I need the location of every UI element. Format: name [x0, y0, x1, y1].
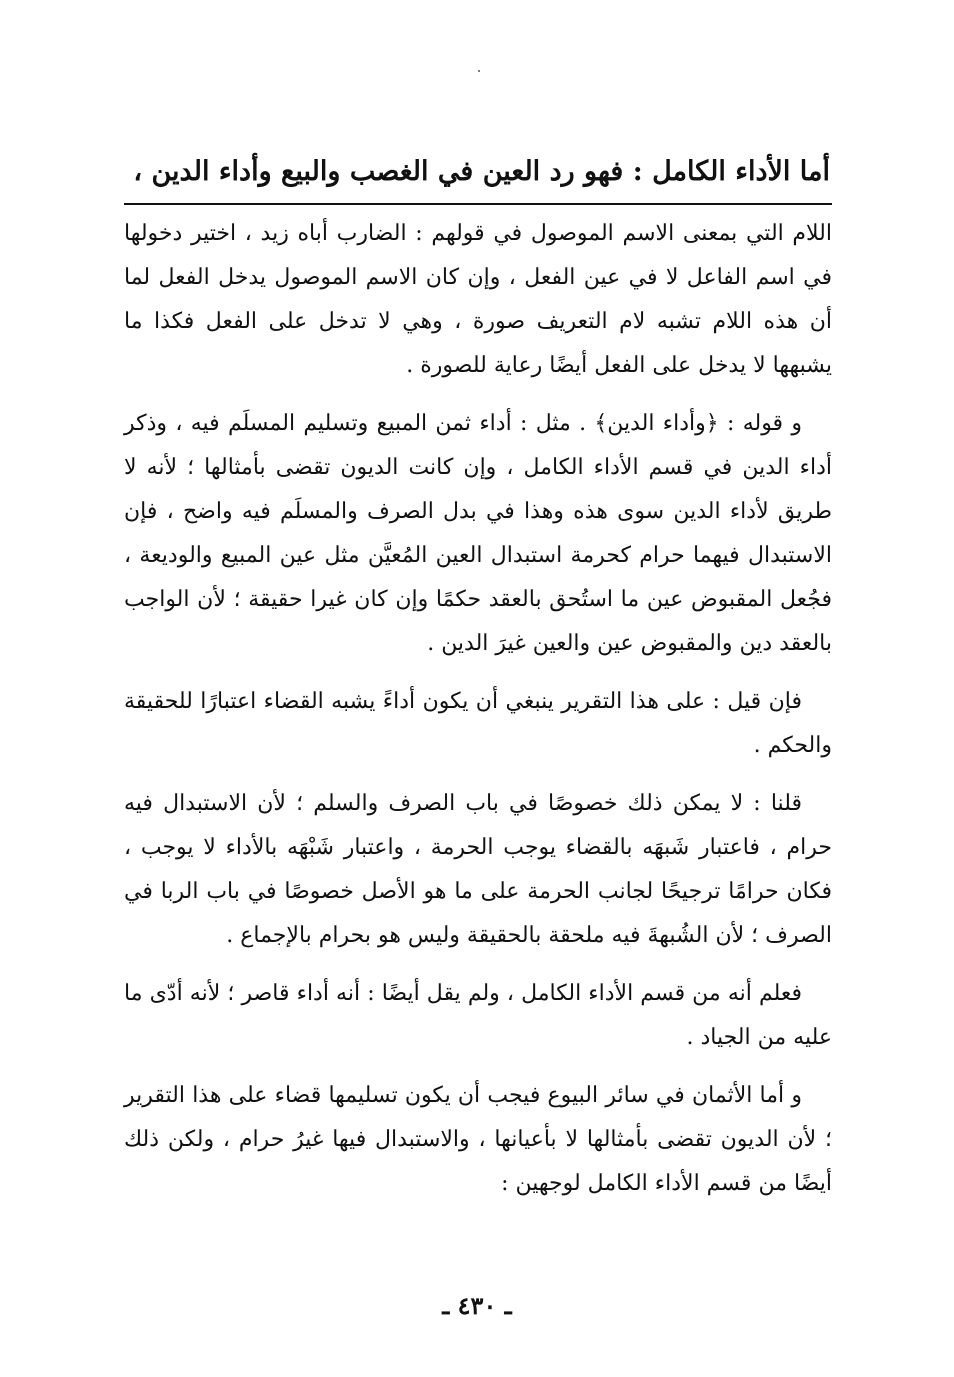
paragraph-3: فإن قيل : على هذا التقرير ينبغي أن يكون أداءً يشبه القضاء اعتبارًا للحقيقة والحكم .	[124, 689, 832, 758]
main-text	[124, 212, 832, 1220]
page-header-title: أما الأداء الكامل : فهو رد العين في الغصب والبيع وأداء الدين ،	[133, 156, 830, 187]
paragraph-4: قلنا : لا يمكن ذلك خصوصًا في باب الصرف والسلم ؛ لأن الاستبدال فيه حرام ، فاعتبار شَبهَه بالقضاء يوجب الحرمة ، واعتبار شَبْهَه بالأداء لا يوجب ، فكان حرامًا ترجيحًا لجانب الحرمة على ما هو الأصل خصوصًا في باب الربا في الصرف ؛ لأن الشُبهةَ فيه ملحقة بالحقيقة وليس هو بحرام بالإجماع .	[124, 791, 832, 948]
page-number: ـ ٤٣٠ ـ	[442, 1291, 512, 1320]
paragraph-1: اللام التي بمعنى الاسم الموصول في قولهم : الضارب أباه زيد ، اختير دخولها في اسم الفاعل لا في عين الفعل ، وإن كان الاسم الموصول يدخل الفعل لما أن هذه اللام تشبه لام التعريف صورة ، وهي لا تدخل على الفعل فكذا ما يشبهها لا يدخل على الفعل أيضًا رعاية للصورة .	[124, 221, 832, 378]
paragraph-2: و قوله : ﴿وأداء الدين﴾ . مثل : أداء ثمن المبيع وتسليم المسلَم فيه ، وذكر أداء الدين في قسم الأداء الكامل ، وإن كانت الديون تقضى بأمثالها ؛ لأنه لا طريق لأداء الدين سوى هذه وهذا في بدل الصرف والمسلَم فيه واضح ، فإن الاستبدال فيهما حرام كحرمة استبدال العين المُعيَّن مثل عين المبيع والوديعة ، فجُعل المقبوض عين ما استُحق بالعقد حكمًا وإن كان غيرا حقيقة ؛ لأن الواجب بالعقد دين والمقبوض عين والعين غيرَ الدين .	[124, 411, 833, 656]
paragraph-6: و أما الأثمان في سائر البيوع فيجب أن يكون تسليمها قضاء على هذا التقرير ؛ لأن الديون تقضى بأمثالها لا بأعيانها ، والاستبدال فيها غيرُ حرام ، ولكن ذلك أيضًا من قسم الأداء الكامل لوجهين :	[124, 1083, 832, 1196]
scan-speck	[478, 70, 480, 72]
paragraph-5: فعلم أنه من قسم الأداء الكامل ، ولم يقل أيضًا : أنه أداء قاصر ؛ لأنه أدّى ما عليه من الجياد .	[124, 981, 832, 1050]
header-divider	[124, 203, 832, 205]
